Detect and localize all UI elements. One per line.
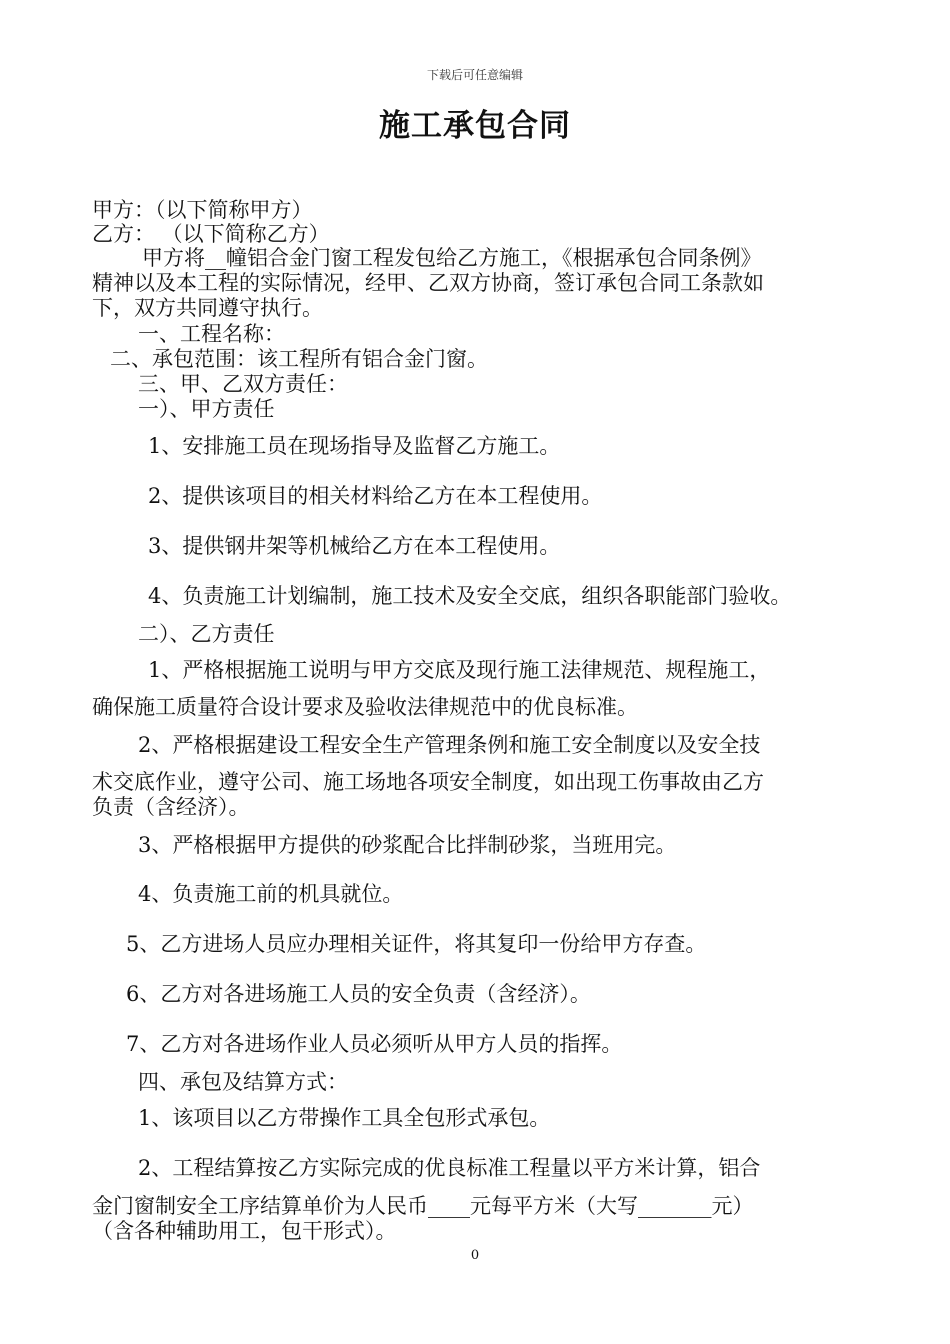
- settlement-item-2-line-1: 2、工程结算按乙方实际完成的优良标准工程量以平方米计算，铝合: [138, 1156, 761, 1180]
- party-a-item-2: 2、提供该项目的相关材料给乙方在本工程使用。: [148, 484, 603, 508]
- party-a-item-4: 4、负责施工计划编制，施工技术及安全交底，组织各职能部门验收。: [148, 584, 792, 608]
- party-b-item-5: 5、乙方进场人员应办理相关证件，将其复印一份给甲方存查。: [126, 932, 707, 956]
- subsection-party-b: 二）、乙方责任: [138, 622, 275, 646]
- party-b-item-2-line-1: 2、严格根据建设工程安全生产管理条例和施工安全制度以及安全技: [138, 733, 761, 757]
- party-b-item-3: 3、严格根据甲方提供的砂浆配合比拌制砂浆，当班用完。: [138, 833, 677, 857]
- intro-line-3: 下，双方共同遵守执行。: [92, 296, 323, 320]
- party-a-item-3: 3、提供钢井架等机械给乙方在本工程使用。: [148, 534, 561, 558]
- party-b-item-2-line-2: 术交底作业，遵守公司、施工场地各项安全制度，如出现工伤事故由乙方: [92, 770, 764, 794]
- party-b-line: 乙方： （以下简称乙方）: [92, 222, 330, 246]
- header-note: 下载后可任意编辑: [426, 68, 523, 82]
- document-title: 施工承包合同: [379, 108, 571, 144]
- subsection-party-a: 一）、甲方责任: [138, 397, 275, 421]
- party-b-item-7: 7、乙方对各进场作业人员必须听从甲方人员的指挥。: [126, 1032, 623, 1056]
- page-number: 0: [470, 1248, 480, 1263]
- section-scope: 二、承包范围：该工程所有铝合金门窗。: [110, 347, 488, 371]
- settlement-item-2-line-2: 金门窗制安全工序结算单价为人民币____元每平方米（大写_______元）: [92, 1194, 754, 1218]
- party-b-item-1-line-1: 1、严格根据施工说明与甲方交底及现行施工法律规范、规程施工，: [148, 658, 771, 682]
- section-responsibilities: 三、甲、乙双方责任：: [138, 372, 348, 396]
- intro-line-2: 精神以及本工程的实际情况，经甲、乙双方协商，签订承包合同工条款如: [92, 271, 764, 295]
- party-b-item-2-line-3: 负责（含经济）。: [92, 795, 250, 819]
- intro-line-1: 甲方将__幢铝合金门窗工程发包给乙方施工，《根据承包合同条例》: [142, 246, 762, 270]
- settlement-item-2-line-3: （含各种辅助用工，包干形式）。: [92, 1219, 397, 1243]
- section-project-name: 一、工程名称：: [138, 322, 285, 346]
- party-b-item-4: 4、负责施工前的机具就位。: [138, 882, 404, 906]
- settlement-item-1: 1、该项目以乙方带操作工具全包形式承包。: [138, 1106, 551, 1130]
- party-b-item-6: 6、乙方对各进场施工人员的安全负责（含经济）。: [126, 982, 591, 1006]
- party-a-line: 甲方：（以下简称甲方）: [92, 198, 313, 222]
- party-b-item-1-line-2: 确保施工质量符合设计要求及验收法律规范中的优良标准。: [92, 695, 638, 719]
- section-settlement: 四、承包及结算方式：: [138, 1070, 348, 1094]
- party-a-item-1: 1、安排施工员在现场指导及监督乙方施工。: [148, 434, 561, 458]
